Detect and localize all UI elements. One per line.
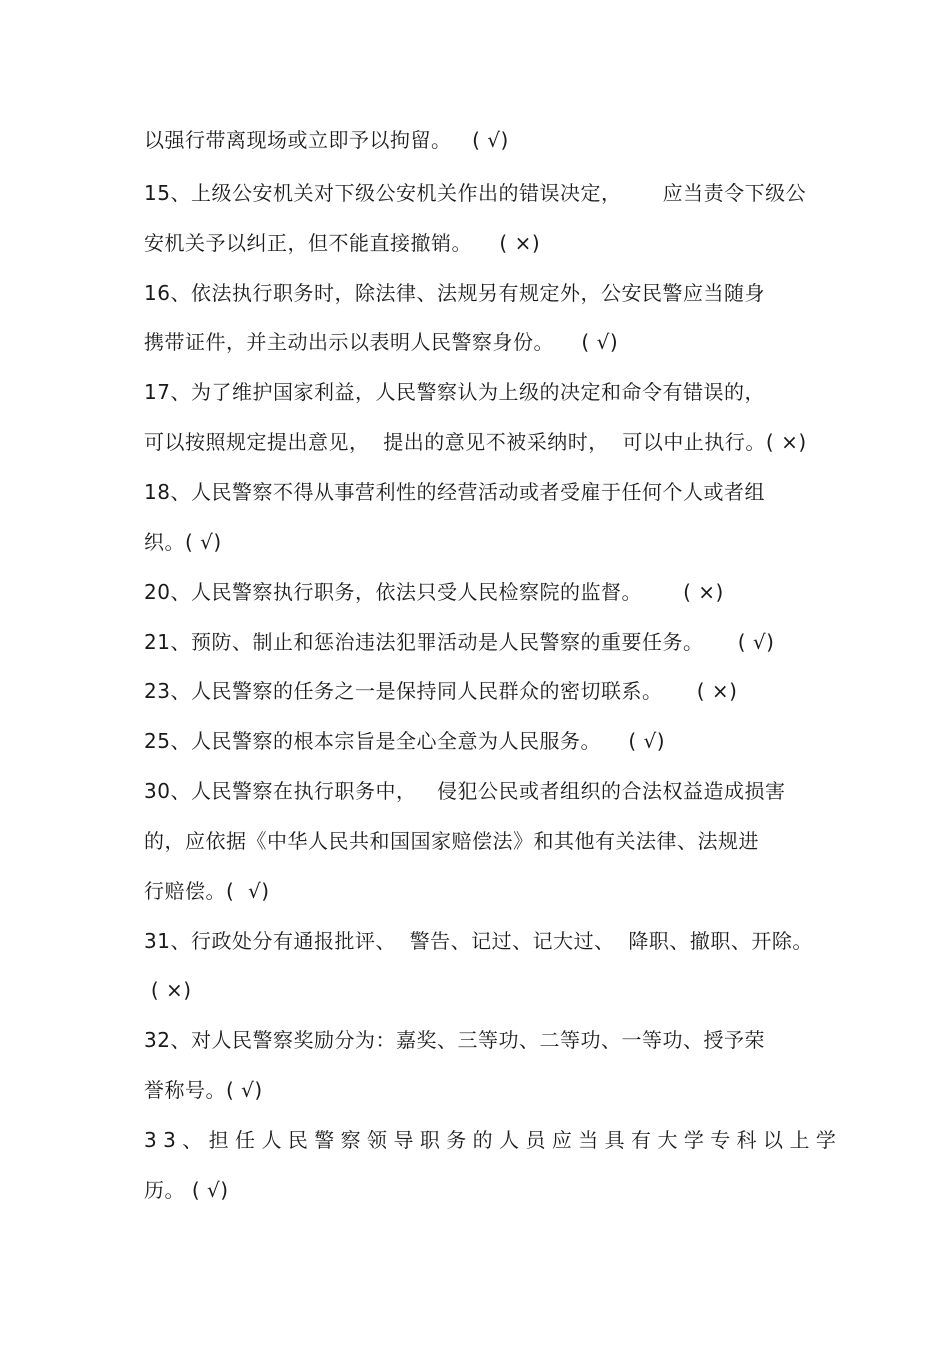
text-line: 安机关予以纠正，但不能直接撤销。 ( ×) [144,231,541,255]
text-line: 30、人民警察在执行职务中， 侵犯公民或者组织的合法权益造成损害 [144,779,786,803]
text-line: 誉称号。( √) [144,1078,263,1102]
text-line: 行赔偿。( √) [144,879,270,903]
text-line: 33、担任人民警察领导职务的人员应当具有大学专科以上学 [144,1128,843,1152]
text-line: ( ×) [144,978,192,1002]
text-line: 17、为了维护国家利益，人民警察认为上级的决定和命令有错误的， [144,380,765,404]
text-line: 18、人民警察不得从事营利性的经营活动或者受雇于任何个人或者组 [144,480,765,504]
text-line: 21、预防、制止和惩治违法犯罪活动是人民警察的重要任务。 ( √) [144,630,775,654]
text-line: 15、上级公安机关对下级公安机关作出的错误决定， 应当责令下级公 [144,181,807,205]
text-line: 以强行带离现场或立即予以拘留。 ( √) [144,128,509,152]
text-line: 可以按照规定提出意见， 提出的意见不被采纳时， 可以中止执行。( ×) [144,430,807,454]
text-line: 16、依法执行职务时，除法律、法规另有规定外，公安民警应当随身 [144,281,765,305]
text-line: 23、人民警察的任务之一是保持同人民群众的密切联系。 ( ×) [144,679,738,703]
text-line: 历。 ( √) [144,1178,229,1202]
text-line: 20、人民警察执行职务，依法只受人民检察院的监督。 ( ×) [144,580,724,604]
text-line: 32、对人民警察奖励分为：嘉奖、三等功、二等功、一等功、授予荣 [144,1028,765,1052]
text-line: 31、行政处分有通报批评、 警告、记过、记大过、 降职、撤职、开除。 [144,929,813,953]
text-line: 织。( √) [144,530,222,554]
text-line: 携带证件，并主动出示以表明人民警察身份。 ( √) [144,330,619,354]
text-line: 的，应依据《中华人民共和国国家赔偿法》和其他有关法律、法规进 [144,829,759,853]
text-line: 25、人民警察的根本宗旨是全心全意为人民服务。 ( √) [144,729,666,753]
